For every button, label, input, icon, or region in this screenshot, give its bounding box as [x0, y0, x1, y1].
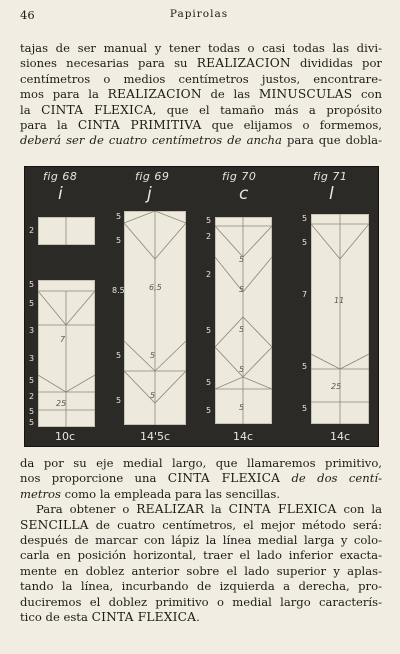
measure-label: 5 — [206, 406, 212, 415]
fig-71-strip — [311, 214, 369, 424]
fold-lines — [311, 214, 369, 424]
fold-lines — [38, 217, 95, 245]
text-line: mente en doblez anterior sobre el lado superior y aplas- — [20, 563, 382, 578]
text-line: Para obtener o REALIZAR la CINTA FLEXICA con la — [36, 502, 382, 517]
fig-70-strip — [215, 217, 272, 424]
text-line: tico de esta CINTA FLEXICA. — [20, 609, 200, 624]
measure-label: 2 — [206, 232, 212, 241]
text-line: para la CINTA PRIMITIVA que elijamos o formemos, — [20, 117, 382, 132]
inner-measure: 5 — [239, 365, 245, 374]
measure-label: 2 — [29, 392, 35, 401]
text-line: SENCILLA de cuatro centímetros, el mejor método será: — [20, 517, 382, 532]
fig-69-letter: j — [147, 184, 152, 204]
text-line: la CINTA FLEXICA, que el tamaño más a propósito — [20, 102, 382, 117]
fold-lines — [215, 217, 272, 424]
fig-68-width: 10c — [55, 430, 76, 443]
inner-measure: 5 — [239, 285, 245, 294]
fig-68-strip — [38, 280, 95, 427]
measure-label: 5 — [29, 418, 35, 427]
inner-measure: 25 — [56, 399, 67, 408]
measure-label: 5 — [29, 376, 35, 385]
paragraph-bottom — [20, 456, 382, 625]
inner-measure: 5 — [239, 255, 245, 264]
text-line: deberá ser de cuatro centímetros de ancha para que dobla- — [20, 133, 382, 148]
text-line: siones necesarias para su REALIZACION divididas por — [20, 56, 382, 71]
fig-71-label: fig 71 — [313, 170, 348, 183]
text-line: carla en posición horizontal, traer el lado inferior exacta- — [20, 548, 382, 563]
inner-measure: 6,5 — [149, 283, 162, 292]
measure-label: 3 — [29, 326, 35, 335]
inner-measure: 5 — [239, 325, 245, 334]
measure-label: 2 — [206, 270, 212, 279]
measure-label: 5 — [29, 407, 35, 416]
measure-label: 5 — [116, 396, 122, 405]
measure-label: 5 — [302, 214, 308, 223]
fig-70-letter: c — [239, 184, 249, 204]
inner-measure: 5 — [150, 391, 156, 400]
fig-68-top-strip — [38, 217, 95, 245]
measure-label: 5 — [302, 404, 308, 413]
fig-70-width: 14c — [233, 430, 254, 443]
page-number: 46 — [20, 8, 35, 22]
folding-figure — [24, 166, 379, 447]
measure-label: 2 — [29, 226, 35, 235]
text-line: mos para la REALIZACION de las MINUSCULAS con — [20, 87, 382, 102]
running-title: Papirolas — [169, 8, 229, 20]
measure-label: 5 — [116, 351, 122, 360]
measure-label: 3 — [29, 354, 35, 363]
fig-69-strip — [124, 211, 186, 425]
fig-69-label: fig 69 — [135, 170, 170, 183]
text-line: centímetros o medios centímetros justos, encontrare- — [20, 71, 382, 86]
fig-69-width: 14'5c — [140, 430, 171, 443]
fig-71-letter: l — [329, 184, 334, 204]
paragraph-top — [20, 41, 382, 149]
fig-70-label: fig 70 — [222, 170, 257, 183]
text-line: nos proporcione una CINTA FLEXICA de dos centí- — [20, 471, 382, 486]
measure-label: 5 — [29, 280, 35, 289]
measure-label: 5 — [206, 326, 212, 335]
text-line: duciremos el doblez primitivo o medial largo caracterís- — [20, 594, 382, 609]
page-header — [20, 8, 378, 24]
measure-label: 5 — [206, 378, 212, 387]
text-line: después de marcar con lápiz la línea medial larga y colo- — [20, 532, 382, 547]
fig-68-letter: i — [58, 184, 63, 204]
inner-measure: 25 — [331, 382, 342, 391]
measure-label: 5 — [206, 216, 212, 225]
measure-label: 5 — [302, 362, 308, 371]
measure-label: 7 — [302, 290, 308, 299]
text-line: tando la línea, incurbando de izquierda a derecha, pro- — [20, 579, 382, 594]
inner-measure: 7 — [60, 335, 66, 344]
fold-lines — [38, 280, 95, 427]
measure-label: 8.5 — [112, 286, 125, 295]
inner-measure: 5 — [239, 403, 245, 412]
text-line: metros como la empleada para las sencillas. — [20, 486, 281, 501]
fig-71-width: 14c — [330, 430, 351, 443]
inner-measure: 11 — [334, 296, 345, 305]
text-line: da por su eje medial largo, que llamaremos primitivo, — [20, 456, 382, 470]
measure-label: 5 — [29, 299, 35, 308]
measure-label: 5 — [116, 212, 122, 221]
measure-label: 5 — [116, 236, 122, 245]
inner-measure: 5 — [150, 351, 156, 360]
measure-label: 5 — [302, 238, 308, 247]
fig-68-label: fig 68 — [43, 170, 78, 183]
text-line: tajas de ser manual y tener todas o casi todas las divi- — [20, 41, 382, 55]
